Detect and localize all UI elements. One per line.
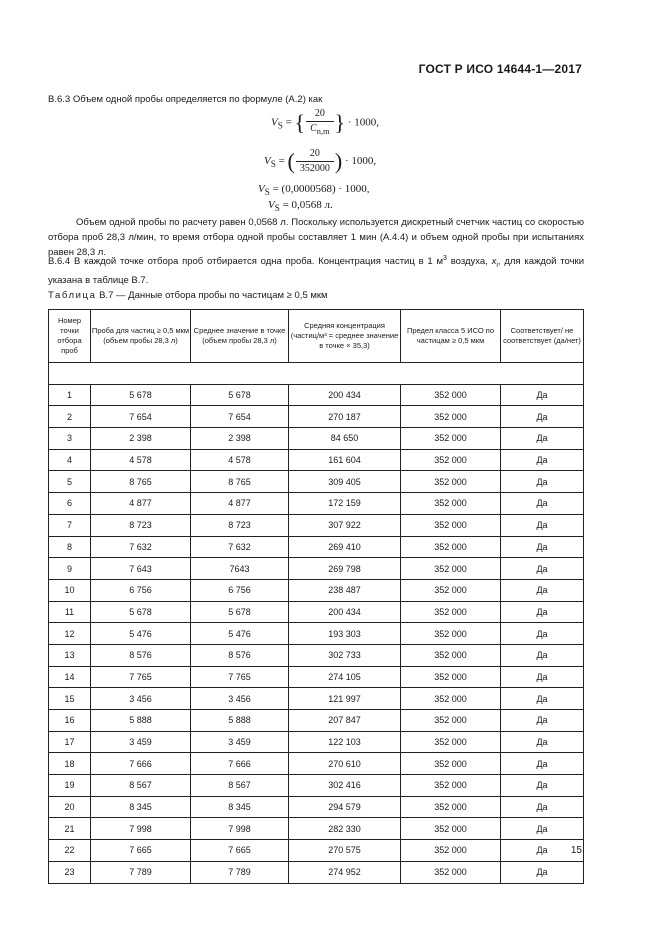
- cell-sample-count: 7 632: [91, 536, 191, 558]
- cell-compliance: Да: [501, 818, 584, 840]
- formula-2-denominator: 352000: [299, 163, 330, 174]
- table-row: [49, 406, 584, 428]
- cell-mean-value: 4 578: [191, 449, 289, 471]
- table-row: [49, 731, 584, 753]
- table-row: [49, 666, 584, 688]
- cell-sample-point: 23: [49, 861, 91, 883]
- header-class-limit: Предел класса 5 ИСО по частицам ≥ 0,5 мкм: [401, 310, 501, 363]
- cell-sample-point: 20: [49, 796, 91, 818]
- header-sample-point: Номер точки отбора проб: [49, 310, 91, 363]
- cell-mean-value: 2 398: [191, 428, 289, 450]
- cell-compliance: Да: [501, 688, 584, 710]
- table-row: [49, 753, 584, 775]
- section-b64-text: [48, 251, 584, 288]
- table-row: [49, 493, 584, 515]
- cell-mean-concentration: 270 187: [289, 406, 401, 428]
- formula-3-rhs: = (0,0000568) · 1000,: [269, 183, 370, 195]
- header-sample-count: Проба для частиц ≥ 0,5 мкм (объем пробы 28,3 л): [91, 310, 191, 363]
- cell-compliance: Да: [501, 514, 584, 536]
- table-row: [49, 688, 584, 710]
- particle-sampling-table: [48, 309, 584, 884]
- cell-sample-count: 5 476: [91, 623, 191, 645]
- cell-mean-concentration: 302 416: [289, 775, 401, 797]
- cell-mean-concentration: 238 487: [289, 579, 401, 601]
- cell-sample-count: 7 643: [91, 558, 191, 580]
- cell-compliance: Да: [501, 623, 584, 645]
- cell-sample-count: 5 678: [91, 601, 191, 623]
- cell-mean-concentration: 200 434: [289, 384, 401, 406]
- formula-2-lhs: V: [264, 155, 271, 168]
- cell-compliance: Да: [501, 601, 584, 623]
- cell-class-limit: 352 000: [401, 644, 501, 666]
- cell-class-limit: 352 000: [401, 493, 501, 515]
- cell-mean-concentration: 269 410: [289, 536, 401, 558]
- cell-class-limit: 352 000: [401, 775, 501, 797]
- cell-sample-count: 7 765: [91, 666, 191, 688]
- cell-sample-point: 13: [49, 644, 91, 666]
- formula-2-tail: · 1000,: [344, 155, 377, 168]
- cell-sample-count: 3 456: [91, 688, 191, 710]
- formula-3-lhs-sub: S: [264, 187, 270, 198]
- cell-sample-count: 8 765: [91, 471, 191, 493]
- cell-mean-concentration: 84 650: [289, 428, 401, 450]
- cell-sample-count: 8 567: [91, 775, 191, 797]
- cell-mean-concentration: 274 105: [289, 666, 401, 688]
- cell-mean-concentration: 282 330: [289, 818, 401, 840]
- cell-mean-concentration: 172 159: [289, 493, 401, 515]
- cell-sample-point: 4: [49, 449, 91, 471]
- document-code: ГОСТ Р ИСО 14644-1—2017: [418, 62, 582, 76]
- table-caption-text: В.7 — Данные отбора пробы по частицам ≥ 0,5 мкм: [96, 290, 328, 301]
- cell-sample-point: 3: [49, 428, 91, 450]
- cell-mean-value: 3 456: [191, 688, 289, 710]
- table-row: [49, 536, 584, 558]
- table-caption: [48, 290, 328, 301]
- cell-mean-concentration: 269 798: [289, 558, 401, 580]
- cell-compliance: Да: [501, 471, 584, 493]
- cell-sample-count: 5 678: [91, 384, 191, 406]
- cell-compliance: Да: [501, 796, 584, 818]
- cell-compliance: Да: [501, 536, 584, 558]
- formula-1-lhs-sub: S: [277, 120, 283, 131]
- cell-sample-point: 14: [49, 666, 91, 688]
- cell-compliance: Да: [501, 710, 584, 732]
- cell-mean-concentration: 270 575: [289, 840, 401, 862]
- cell-class-limit: 352 000: [401, 818, 501, 840]
- cell-mean-value: 7643: [191, 558, 289, 580]
- cell-sample-count: 7 665: [91, 840, 191, 862]
- cell-sample-count: 8 723: [91, 514, 191, 536]
- table-caption-label: Таблица: [48, 290, 97, 301]
- cell-class-limit: 352 000: [401, 666, 501, 688]
- table-row: [49, 428, 584, 450]
- cell-sample-point: 22: [49, 840, 91, 862]
- cell-compliance: Да: [501, 753, 584, 775]
- cell-sample-point: 8: [49, 536, 91, 558]
- cell-compliance: Да: [501, 775, 584, 797]
- cell-compliance: Да: [501, 861, 584, 883]
- cell-sample-count: 7 998: [91, 818, 191, 840]
- cell-class-limit: 352 000: [401, 840, 501, 862]
- cell-mean-concentration: 122 103: [289, 731, 401, 753]
- section-b64-part1: B.6.4 В каждой точке отбора проб отбирается одна проба. Концентрация частиц в 1 м: [48, 256, 444, 268]
- cell-mean-value: 7 789: [191, 861, 289, 883]
- formula-1-lhs: V: [271, 116, 278, 129]
- cell-compliance: Да: [501, 384, 584, 406]
- table-row: [49, 818, 584, 840]
- cell-mean-concentration: 274 952: [289, 861, 401, 883]
- cell-mean-value: 8 723: [191, 514, 289, 536]
- cell-mean-value: 7 632: [191, 536, 289, 558]
- table-row: [49, 514, 584, 536]
- cell-sample-count: 8 576: [91, 644, 191, 666]
- cell-sample-point: 10: [49, 579, 91, 601]
- cell-mean-value: 7 666: [191, 753, 289, 775]
- cell-class-limit: 352 000: [401, 796, 501, 818]
- formula-4-rhs: = 0,0568 л.: [279, 199, 333, 211]
- formula-1-denominator: C: [310, 123, 317, 134]
- formula-3-lhs: V: [258, 183, 265, 195]
- header-mean-concentration: Средняя концентрация (частиц/м³ = среднее значение в точке × 35,3): [289, 310, 401, 363]
- cell-sample-count: 4 578: [91, 449, 191, 471]
- header-mean-value: Среднее значение в точке (объем пробы 28,3 л): [191, 310, 289, 363]
- cell-mean-value: 7 665: [191, 840, 289, 862]
- formula-3: [258, 183, 370, 197]
- table-row: [49, 384, 584, 406]
- cell-sample-point: 17: [49, 731, 91, 753]
- table-row: [49, 558, 584, 580]
- cell-mean-concentration: 309 405: [289, 471, 401, 493]
- section-b64-part3: , для каждой точки указана в таблице В.7.: [48, 256, 584, 287]
- table-row: [49, 796, 584, 818]
- cell-compliance: Да: [501, 579, 584, 601]
- cell-compliance: Да: [501, 840, 584, 862]
- section-b64-var: x: [491, 256, 497, 268]
- section-b64-part2: воздуха,: [446, 256, 492, 268]
- cell-mean-value: 8 567: [191, 775, 289, 797]
- cell-mean-value: 5 678: [191, 601, 289, 623]
- cell-mean-concentration: 294 579: [289, 796, 401, 818]
- table-row: [49, 710, 584, 732]
- cell-sample-count: 4 877: [91, 493, 191, 515]
- cell-mean-value: 3 459: [191, 731, 289, 753]
- cell-mean-value: 5 476: [191, 623, 289, 645]
- cell-class-limit: 352 000: [401, 861, 501, 883]
- cell-mean-concentration: 161 604: [289, 449, 401, 471]
- cell-compliance: Да: [501, 493, 584, 515]
- section-b64-sup: 3: [443, 255, 447, 262]
- header-compliance: Соответствует/ не соответствует (да/нет): [501, 310, 584, 363]
- cell-class-limit: 352 000: [401, 384, 501, 406]
- table-row: [49, 775, 584, 797]
- cell-mean-value: 4 877: [191, 493, 289, 515]
- formula-4: [268, 199, 333, 213]
- cell-class-limit: 352 000: [401, 558, 501, 580]
- cell-class-limit: 352 000: [401, 753, 501, 775]
- cell-sample-count: 3 459: [91, 731, 191, 753]
- formula-4-lhs-sub: S: [274, 203, 280, 214]
- cell-sample-point: 6: [49, 493, 91, 515]
- cell-class-limit: 352 000: [401, 449, 501, 471]
- section-b64-var-sub: i: [496, 262, 498, 270]
- formula-1-denominator-sub: n,m: [316, 127, 330, 136]
- cell-sample-point: 11: [49, 601, 91, 623]
- cell-compliance: Да: [501, 644, 584, 666]
- cell-sample-count: 7 654: [91, 406, 191, 428]
- table-row: [49, 861, 584, 883]
- cell-sample-point: 9: [49, 558, 91, 580]
- cell-mean-concentration: 270 610: [289, 753, 401, 775]
- table-header-row: [49, 310, 584, 363]
- cell-sample-point: 12: [49, 623, 91, 645]
- formula-2-numerator: 20: [296, 148, 334, 162]
- page-number: 15: [570, 845, 582, 856]
- cell-mean-concentration: 121 997: [289, 688, 401, 710]
- cell-mean-value: 6 756: [191, 579, 289, 601]
- cell-mean-value: 8 345: [191, 796, 289, 818]
- cell-sample-point: 7: [49, 514, 91, 536]
- cell-class-limit: 352 000: [401, 710, 501, 732]
- cell-class-limit: 352 000: [401, 514, 501, 536]
- cell-class-limit: 352 000: [401, 536, 501, 558]
- sample-volume-paragraph: Объем одной пробы по расчету равен 0,0568 л. Поскольку используется дискретный счетчик частиц со скоростью отбора проб 28,3 л/мин, то время отбора одной пробы составляет 1 мин (А.4.4) и объем одной пробы при испытаниях равен 28,3 л.: [48, 217, 584, 258]
- cell-mean-value: 8 765: [191, 471, 289, 493]
- formula-1-tail: · 1000,: [347, 116, 379, 129]
- cell-class-limit: 352 000: [401, 471, 501, 493]
- cell-sample-point: 21: [49, 818, 91, 840]
- table-row: [49, 644, 584, 666]
- cell-class-limit: 352 000: [401, 428, 501, 450]
- formula-1: $V_S$ = { $\frac{20}{C_{n,m}}$ } · 1000,: [271, 108, 379, 136]
- cell-compliance: Да: [501, 666, 584, 688]
- formula-2: $V_S$ = ( $\frac{20}{352000}$ ) · 1000,: [264, 148, 377, 174]
- cell-sample-count: 7 666: [91, 753, 191, 775]
- cell-sample-point: 1: [49, 384, 91, 406]
- cell-compliance: Да: [501, 428, 584, 450]
- cell-mean-concentration: 200 434: [289, 601, 401, 623]
- cell-sample-count: 5 888: [91, 710, 191, 732]
- cell-compliance: Да: [501, 731, 584, 753]
- table-row: [49, 471, 584, 493]
- table-row: [49, 840, 584, 862]
- cell-compliance: Да: [501, 558, 584, 580]
- cell-mean-concentration: 302 733: [289, 644, 401, 666]
- cell-compliance: Да: [501, 406, 584, 428]
- cell-sample-point: 16: [49, 710, 91, 732]
- cell-mean-value: 5 888: [191, 710, 289, 732]
- cell-sample-count: 8 345: [91, 796, 191, 818]
- table-row: [49, 623, 584, 645]
- cell-class-limit: 352 000: [401, 601, 501, 623]
- cell-sample-point: 2: [49, 406, 91, 428]
- cell-mean-value: 7 654: [191, 406, 289, 428]
- cell-mean-concentration: 307 922: [289, 514, 401, 536]
- cell-class-limit: 352 000: [401, 731, 501, 753]
- cell-mean-value: 8 576: [191, 644, 289, 666]
- formula-2-lhs-sub: S: [270, 159, 276, 170]
- cell-sample-point: 15: [49, 688, 91, 710]
- cell-mean-concentration: 193 303: [289, 623, 401, 645]
- cell-mean-value: 5 678: [191, 384, 289, 406]
- cell-class-limit: 352 000: [401, 623, 501, 645]
- cell-sample-point: 19: [49, 775, 91, 797]
- cell-mean-value: 7 765: [191, 666, 289, 688]
- formula-4-lhs: V: [268, 199, 275, 211]
- cell-sample-count: 2 398: [91, 428, 191, 450]
- formula-1-numerator: 20: [306, 108, 333, 122]
- table-row: [49, 601, 584, 623]
- cell-sample-count: 7 789: [91, 861, 191, 883]
- cell-mean-value: 7 998: [191, 818, 289, 840]
- cell-class-limit: 352 000: [401, 688, 501, 710]
- cell-sample-point: 18: [49, 753, 91, 775]
- cell-compliance: Да: [501, 449, 584, 471]
- cell-mean-concentration: 207 847: [289, 710, 401, 732]
- table-row: [49, 449, 584, 471]
- cell-class-limit: 352 000: [401, 406, 501, 428]
- section-b63-text: B.6.3 Объем одной пробы определяется по формуле (А.2) как: [48, 94, 323, 105]
- cell-class-limit: 352 000: [401, 579, 501, 601]
- cell-sample-point: 5: [49, 471, 91, 493]
- table-row: [49, 579, 584, 601]
- cell-sample-count: 6 756: [91, 579, 191, 601]
